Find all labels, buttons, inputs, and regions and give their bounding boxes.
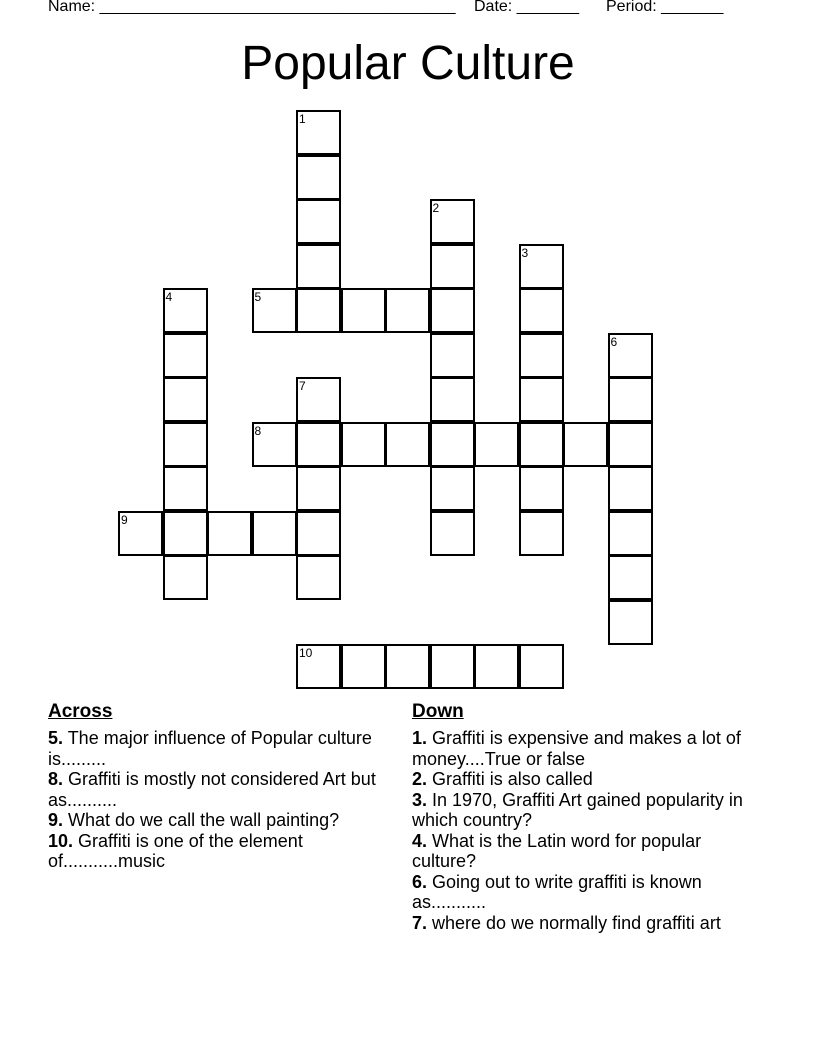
grid-cell[interactable] [163, 555, 208, 600]
clue-number: 4. [412, 830, 428, 851]
grid-cell[interactable] [430, 377, 475, 422]
clue-number: 9 [121, 512, 128, 527]
grid-cell[interactable] [296, 644, 341, 689]
across-clue [48, 831, 378, 872]
grid-cell[interactable] [430, 288, 475, 333]
clue-number: 3 [521, 245, 529, 260]
grid-cell[interactable] [118, 511, 163, 556]
name-field-label[interactable]: Name: ________________________________________ [48, 0, 456, 15]
clue-text: Graffiti is one of the element of...........music [48, 830, 303, 871]
grid-cell[interactable] [163, 466, 208, 511]
clue-number: 7. [412, 912, 428, 933]
clue-text: Graffiti is expensive and makes a lot of money....True or false [412, 728, 741, 769]
grid-cell[interactable] [296, 244, 341, 289]
grid-cell[interactable] [341, 422, 386, 467]
grid-cell[interactable] [430, 466, 475, 511]
grid-cell[interactable] [296, 466, 341, 511]
clue-number: 1 [299, 112, 306, 126]
clue-number: 4 [165, 290, 173, 304]
clue-number: 7 [299, 379, 306, 393]
clue-text: The major influence of Popular culture is......... [48, 728, 372, 769]
clue-number: 1. [412, 728, 428, 748]
clue-text: What do we call the wall painting? [63, 810, 340, 830]
clue-number: 10 [299, 646, 313, 660]
down-clue [412, 913, 757, 934]
grid-cell[interactable] [608, 511, 653, 556]
clue-number: 2 [432, 201, 440, 215]
down-clue [412, 872, 757, 913]
clue-text: where do we normally find graffiti art [427, 912, 721, 933]
across-clues [48, 701, 378, 872]
across-clue [48, 728, 378, 769]
grid-cell[interactable] [163, 511, 208, 556]
clue-number: 8 [254, 423, 262, 438]
clue-number: 6 [610, 334, 618, 349]
across-clue [48, 769, 378, 810]
clue-number: 5. [48, 728, 64, 748]
grid-cell[interactable] [563, 422, 608, 467]
grid-cell[interactable] [296, 110, 341, 155]
clue-number: 3. [412, 789, 428, 810]
down-clue [412, 728, 757, 769]
grid-cell[interactable] [519, 466, 564, 511]
grid-cell[interactable] [519, 422, 564, 467]
clue-number: 2. [412, 769, 428, 789]
across-clue [48, 810, 378, 831]
clue-number: 9. [48, 810, 64, 830]
grid-cell[interactable] [519, 333, 564, 378]
grid-cell[interactable] [608, 466, 653, 511]
down-clue [412, 790, 757, 831]
grid-cell[interactable] [430, 333, 475, 378]
grid-cell[interactable] [430, 199, 475, 244]
across-heading: Across [48, 701, 113, 722]
page-title: Popular Culture [241, 37, 575, 90]
grid-cell[interactable] [474, 422, 519, 467]
grid-cell[interactable] [341, 644, 386, 689]
down-clues [412, 701, 757, 933]
clue-number: 10. [48, 830, 74, 851]
grid-cell[interactable] [608, 422, 653, 467]
grid-cell[interactable] [252, 511, 297, 556]
grid-cell[interactable] [252, 422, 297, 467]
period-field-label[interactable]: Period: _______ [606, 0, 724, 15]
grid-cell[interactable] [296, 511, 341, 556]
grid-cell[interactable] [385, 288, 430, 333]
grid-cell[interactable] [296, 555, 341, 600]
grid-cell[interactable] [163, 377, 208, 422]
grid-cell[interactable] [430, 644, 475, 689]
grid-cell[interactable] [608, 555, 653, 600]
grid-cell[interactable] [296, 377, 341, 422]
grid-cell[interactable] [252, 288, 297, 333]
grid-cell[interactable] [163, 288, 208, 333]
grid-cell[interactable] [430, 422, 475, 467]
grid-cell[interactable] [519, 288, 564, 333]
grid-cell[interactable] [519, 377, 564, 422]
grid-cell[interactable] [430, 511, 475, 556]
clue-number: 6. [412, 871, 428, 892]
clue-text: In 1970, Graffiti Art gained popularity in which country? [412, 789, 743, 830]
grid-cell[interactable] [341, 288, 386, 333]
grid-cell[interactable] [608, 377, 653, 422]
clue-number: 5 [254, 290, 262, 304]
clue-text: Graffiti is also called [427, 769, 593, 789]
date-field-label[interactable]: Date: _______ [474, 0, 579, 15]
clue-text: Graffiti is mostly not considered Art but as.......... [48, 769, 376, 810]
down-heading: Down [412, 701, 464, 722]
clue-text: What is the Latin word for popular culture? [412, 830, 702, 871]
grid-cell[interactable] [296, 199, 341, 244]
grid-cell[interactable] [608, 600, 653, 645]
grid-cell[interactable] [296, 288, 341, 333]
down-clue [412, 769, 757, 790]
grid-cell[interactable] [207, 511, 252, 556]
grid-cell[interactable] [163, 333, 208, 378]
grid-cell[interactable] [519, 644, 564, 689]
grid-cell[interactable] [296, 422, 341, 467]
grid-cell[interactable] [608, 333, 653, 378]
clue-number: 8. [48, 769, 64, 789]
clue-text: Going out to write graffiti is known as........... [412, 871, 702, 912]
grid-cell[interactable] [519, 244, 564, 289]
grid-cell[interactable] [519, 511, 564, 556]
down-clue [412, 831, 757, 872]
grid-cell[interactable] [296, 155, 341, 200]
grid-cell[interactable] [163, 422, 208, 467]
grid-cell[interactable] [430, 244, 475, 289]
grid-cell[interactable] [474, 644, 519, 689]
grid-cell[interactable] [385, 644, 430, 689]
grid-cell[interactable] [385, 422, 430, 467]
